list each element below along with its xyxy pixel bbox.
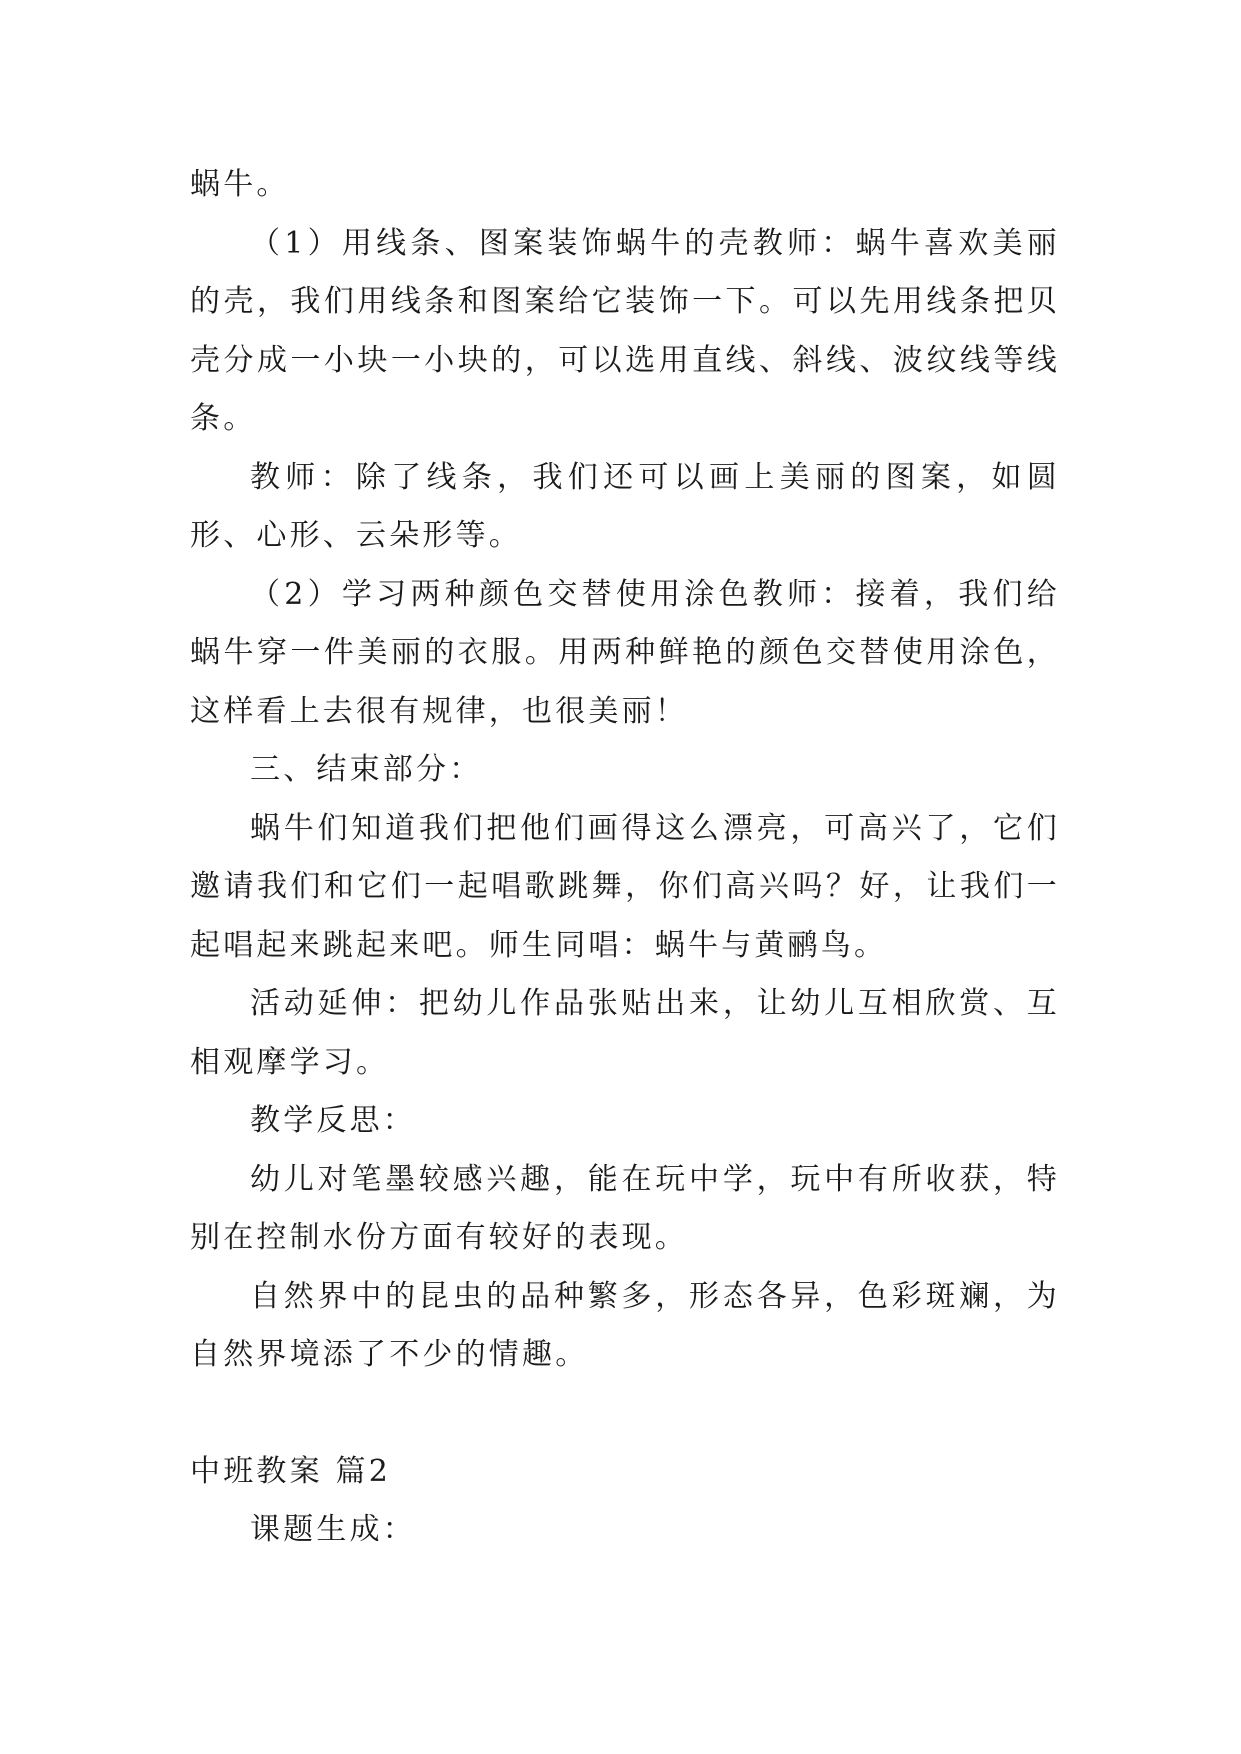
paragraph-shell-decoration: （1）用线条、图案装饰蜗牛的壳教师：蜗牛喜欢美丽的壳，我们用线条和图案给它装饰一下。可以先用线条把贝壳分成一小块一小块的，可以选用直线、斜线、波纹线等线条。 [190, 225, 1060, 436]
paragraph-topic-generation: 课题生成： [250, 1512, 416, 1547]
section-heading: 中班教案 篇2 [190, 1453, 392, 1489]
paragraph-reflection: 幼儿对笔墨较感兴趣，能在玩中学，玩中有所收获，特别在控制水份方面有较好的表现。 [190, 1161, 1060, 1255]
paragraph-pattern-shapes: 教师：除了线条，我们还可以画上美丽的图案，如圆形、心形、云朵形等。 [190, 459, 1060, 553]
paragraph-extension: 活动延伸：把幼儿作品张贴出来，让幼儿互相欣赏、互相观摩学习。 [190, 986, 1060, 1080]
paragraph-color-alternation: （2）学习两种颜色交替使用涂色教师：接着，我们给蜗牛穿一件美丽的衣服。用两种鲜艳的颜色交替使用涂色，这样看上去很有规律，也很美丽！ [190, 576, 1060, 729]
paragraph-insects: 自然界中的昆虫的品种繁多，形态各异，色彩斑斓，为自然界境添了不少的情趣。 [190, 1278, 1060, 1372]
paragraph-reflection-heading: 教学反思： [250, 1103, 416, 1138]
paragraph-ending-heading: 三、结束部分： [250, 752, 483, 787]
paragraph-continuation: 蜗牛。 [190, 167, 290, 202]
document-body [190, 156, 1060, 1560]
paragraph-ending-song: 蜗牛们知道我们把他们画得这么漂亮，可高兴了，它们邀请我们和它们一起唱歌跳舞，你们高兴吗？好，让我们一起唱起来跳起来吧。师生同唱：蜗牛与黄鹂鸟。 [190, 810, 1060, 963]
